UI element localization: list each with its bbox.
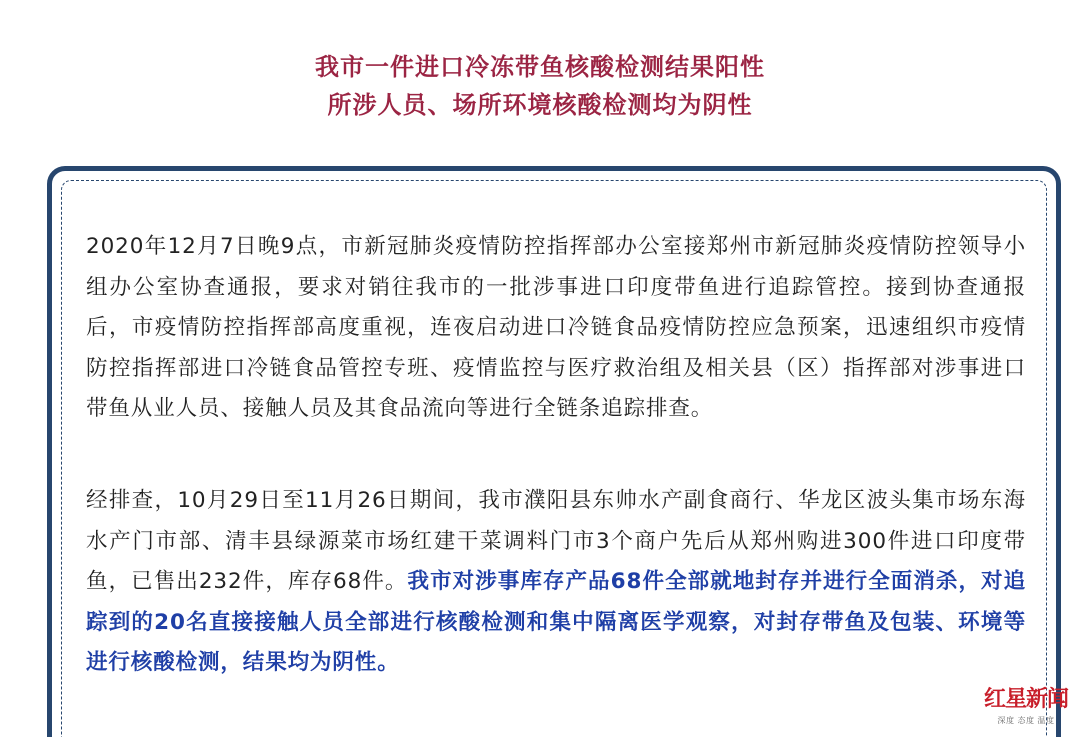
headline-line-1: 我市一件进口冷冻带鱼核酸检测结果阳性: [315, 53, 765, 81]
body-paragraph-2: [86, 481, 1026, 684]
logo-wordmark: 红星新闻: [983, 686, 1068, 712]
headline-line-2: 所涉人员、场所环境核酸检测均为阴性: [327, 91, 753, 119]
hongxing-news-logo: [975, 684, 1077, 730]
body-paragraph-2-plain: 经排查，10月29日至11月26日期间，我市濮阳县东帅水产副食商行、华龙区波头集市场东海水产门市部、清丰县绿源菜市场红建干菜调料门市3个商户先后从郑州购进300件进口印度带鱼，已售出232件，库存68件。: [86, 488, 1026, 594]
headline: [0, 48, 1080, 124]
body-paragraph-1: 2020年12月7日晚9点，市新冠肺炎疫情防控指挥部办公室接郑州市新冠肺炎疫情防控领导小组办公室协查通报，要求对销往我市的一批涉事进口印度带鱼进行追踪管控。接到协查通报后，市疫情防控指挥部高度重视，连夜启动进口冷链食品疫情防控应急预案，迅速组织市疫情防控指挥部进口冷链食品管控专班、疫情监控与医疗救治组及相关县（区）指挥部对涉事进口带鱼从业人员、接触人员及其食品流向等进行全链条追踪排查。: [86, 234, 1026, 421]
body-paragraph-2-highlight: 我市对涉事库存产品68件全部就地封存并进行全面消杀，对追踪到的20名直接接触人员全部进行核酸检测和集中隔离医学观察，对封存带鱼及包装、环境等进行核酸检测，结果均为阴性。: [86, 569, 1027, 675]
logo-slogan: 深度 态度 温度: [997, 716, 1055, 725]
